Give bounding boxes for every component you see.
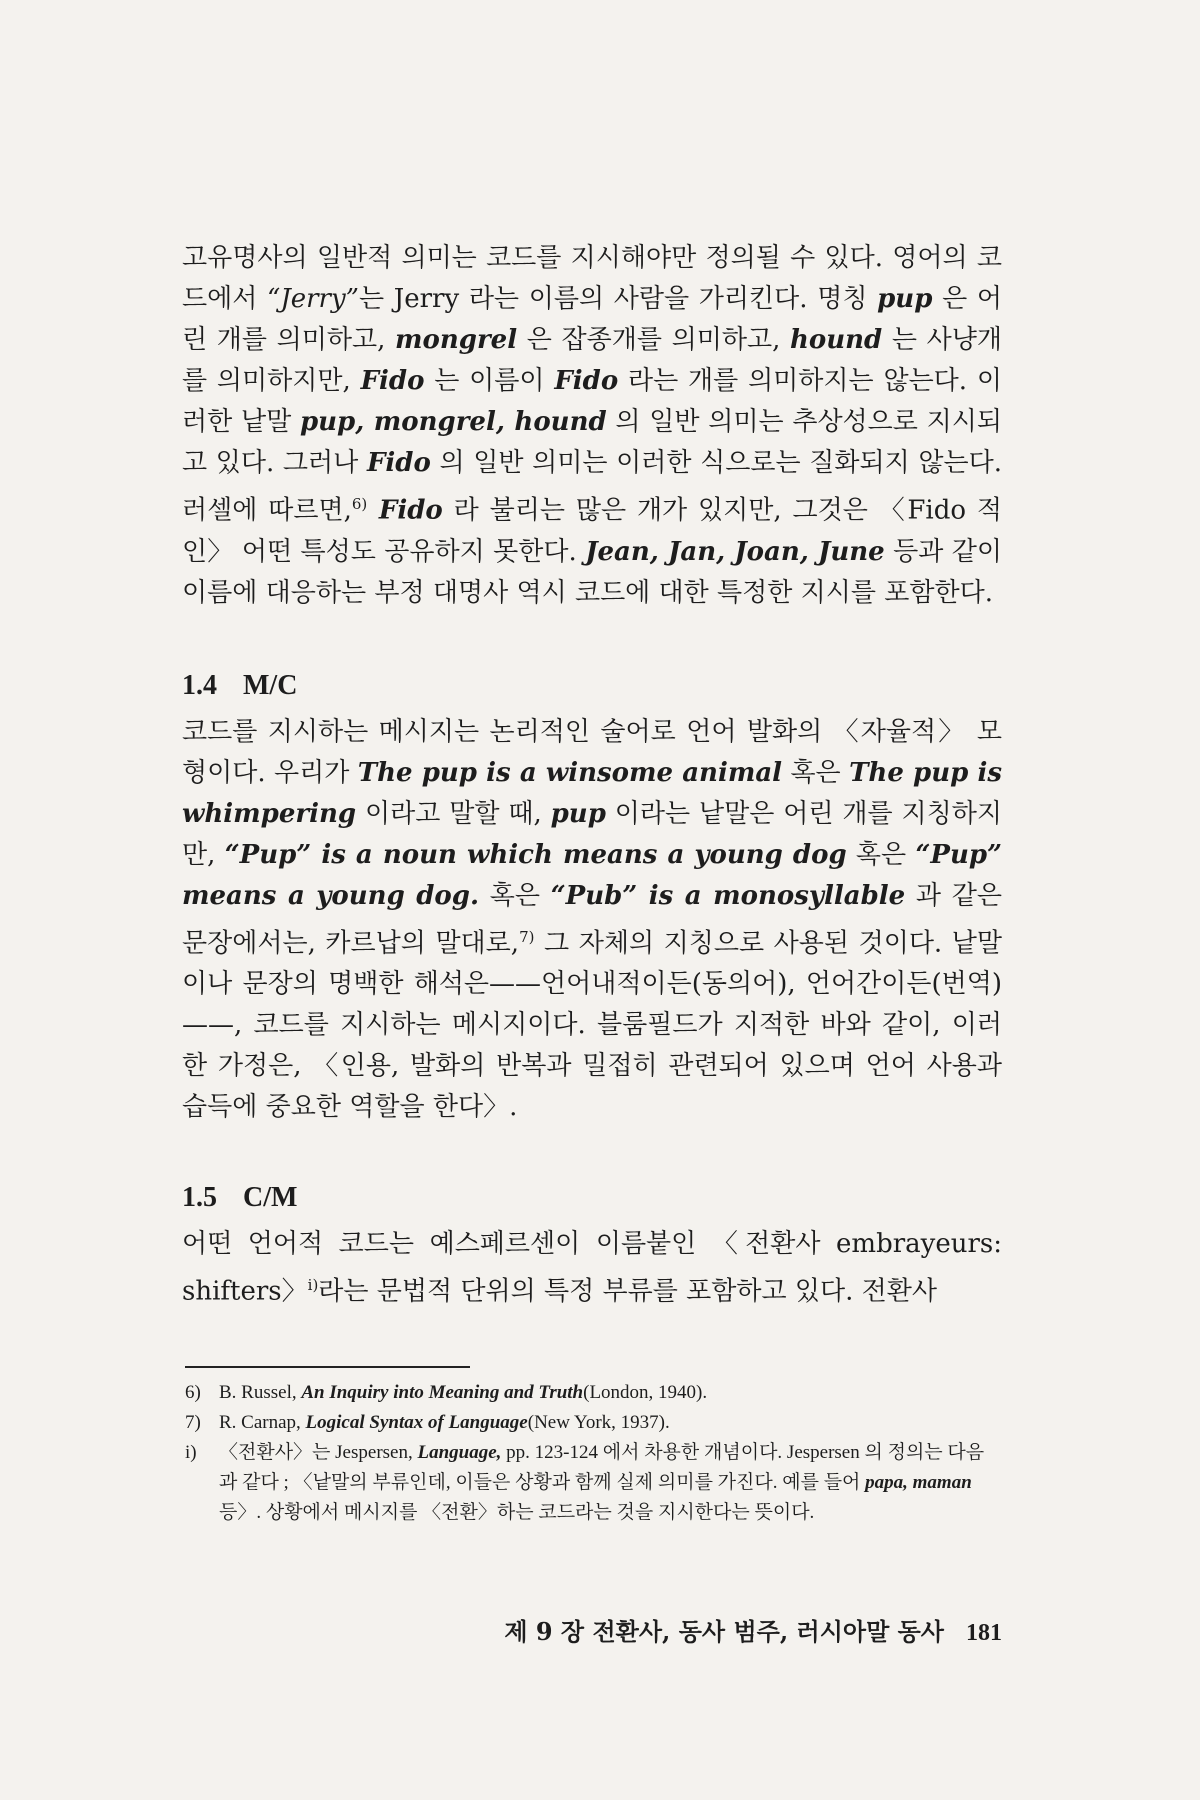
footnote-text [219,1378,1002,1408]
example-sentence: “Pup” is a noun which means a young dog [224,839,847,870]
footnote-ref-6[interactable]: 6) [351,495,368,513]
text-run: 등〉. 상황에서 메시지를 〈전환〉하는 코드라는 것을 지시한다는 뜻이다. [219,1502,815,1523]
page-body [182,238,1002,1313]
term-list: pup, mongrel, hound [299,407,607,437]
text-run: 그 자체의 지칭으로 사용된 것이다. 낱말이나 문장의 명백한 해석은——언어내적이든(동의어), 언어간이든(번역)——, 코드를 지시하는 메시지이다. 블룸필드가 지적한 바와 같이, 이러한 가정은, 〈인용, 발화의 반복과 밀접히 관련되어 있으며 언어 사용과 습득에 중요한 역할을 한다〉. [182,928,1002,1123]
text-run: B. Russel, [219,1382,302,1403]
paragraph-shifters [182,1224,1002,1313]
footnotes [185,1378,1002,1528]
text-run: 어떤 언어적 코드는 예스페르센이 이름붙인 〈전환사 embrayeurs: shifters〉 [182,1229,1002,1307]
book-title: Logical Syntax of Language [305,1412,528,1433]
footnote-6 [185,1378,1002,1408]
term-list: papa, maman [865,1472,972,1493]
term-mongrel: mongrel [395,325,518,355]
example-sentence: “Pup” means a young dog. [182,839,1002,911]
term-jerry: “Jerry” [267,284,359,314]
footnote-text [219,1438,1002,1528]
page-number: 181 [966,1620,1002,1646]
text-run: 의 일반 의미는 추상성으로 지시되고 있다. 그러나 [182,407,1002,478]
example-sentence: The pup is whimpering [182,757,1002,829]
text-run: 이라는 낱말은 어린 개를 지칭하지만, [182,798,1002,870]
text-run: 〈전환사〉는 Jespersen, [219,1442,418,1463]
section-heading-1-4 [182,670,1002,702]
example-sentence: “Pub” is a monosyllable [550,880,906,911]
text-run: 라는 문법적 단위의 특정 부류를 포함하고 있다. 전환사 [318,1276,937,1307]
text-run: 라 불리는 많은 개가 있지만, 그것은 〈Fido 적인〉 어떤 특성도 공유하지 못한다. [182,495,1002,567]
text-run: 등과 같이 이름에 대응하는 부정 대명사 역시 코드에 대한 특정한 지시를 포함한다. [182,536,1002,608]
example-sentence: The pup is a winsome animal [357,757,783,788]
section-number: 1.4 [182,669,217,701]
term-hound: hound [790,325,883,355]
footnote-i [185,1438,1002,1528]
footnote-number: 6) [185,1382,201,1403]
term-pup: pup [550,798,606,829]
text-run: 혹은 [479,880,551,911]
footnote-number: i) [185,1442,197,1463]
text-run: (New York, 1937). [527,1412,670,1433]
text-run: 는 Jerry 라는 이름의 사람을 가리킨다. 명칭 [358,284,878,314]
footnote-ref-7[interactable]: 7) [519,927,535,946]
term-fido: Fido [360,366,425,396]
running-footer [504,1612,1002,1647]
text-run: 혹은 [846,839,916,870]
term-fido: Fido [366,448,431,478]
paragraph-metalanguage [182,712,1002,1129]
text-run: 고유명사의 일반적 의미는 코드를 지시해야만 정의될 수 있다. 영어의 코드에서 [182,243,1002,314]
term-fido: Fido [554,366,619,396]
section-title: C/M [243,1182,298,1214]
text-run: 혹은 [782,757,850,788]
text-run: 이라고 말할 때, [356,798,551,829]
text-run: 는 이름이 [424,366,555,396]
section-number: 1.5 [182,1182,217,1214]
footnote-number: 7) [185,1412,201,1433]
book-title: Language, [417,1442,502,1463]
paragraph-proper-names [182,238,1002,614]
book-title: An Inquiry into Meaning and Truth [301,1382,584,1403]
section-title: M/C [243,669,298,701]
text-run: R. Carnap, [219,1412,306,1433]
term-fido: Fido [367,495,443,526]
footnote-divider [185,1366,470,1368]
text-run: 는 사냥개를 의미하지만, [182,325,1002,396]
section-heading-1-5 [182,1182,1002,1214]
text-run: (London, 1940). [583,1382,708,1403]
text-run: 은 어린 개를 의미하고, [182,284,1002,355]
footnote-7 [185,1408,1002,1438]
text-run: 은 잡종개를 의미하고, [517,325,790,355]
text-run: 의 일반 의미는 이러한 식으로는 질화되지 않는다. 러셀에 따르면, [182,448,1002,526]
text-run: 과 같은 문장에서는, 카르납의 말대로, [182,880,1002,959]
term-pup: pup [877,284,933,314]
text-run: pp. 123-124 에서 차용한 개념이다. Jespersen 의 정의는 다음과 같다 ; 〈낱말의 부류인데, 이들은 상황과 함께 실제 의미를 가진다. 예를 들어 [219,1442,985,1493]
chapter-title: 제 9 장 전환사, 동사 범주, 러시아말 동사 [504,1617,944,1646]
footnote-text [219,1408,1002,1438]
footnote-ref-i[interactable]: i) [307,1276,319,1295]
term-names: Jean, Jan, Joan, June [585,536,885,567]
text-run: 라는 개를 의미하지는 않는다. 이러한 낱말 [182,366,1002,437]
text-run: 코드를 지시하는 메시지는 논리적인 술어로 언어 발화의 〈자율적〉 모형이다. 우리가 [182,716,1002,788]
